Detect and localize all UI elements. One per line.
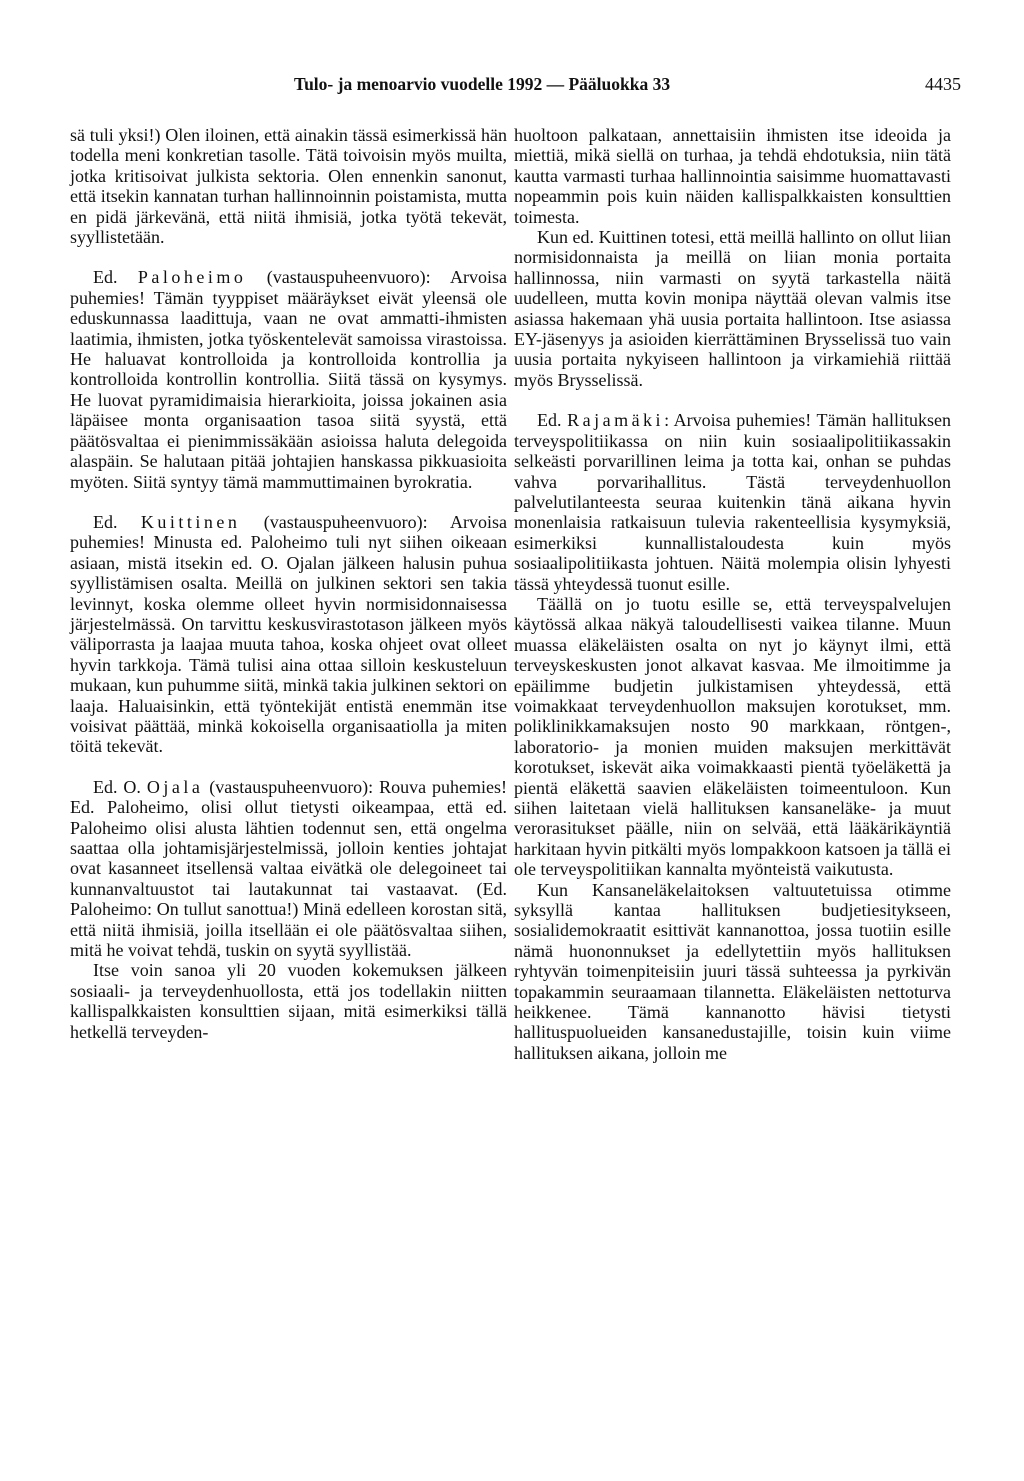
paragraph: Itse voin sanoa yli 20 vuoden kokemuksen jälkeen sosiaali- ja terveydenhuollosta, että jos todellakin niitten kallispalkkaisten konsulttien sijaan, mitä esimerkiksi tällä hetkellä terveyden-: [70, 960, 507, 1042]
speech-text: (vastauspuheenvuoro): Arvoisa puhemies! Tämän tyyppiset määräykset eivät yleensä ole eduskunnassa laadittuja, vaan ne ovat ammatti-ihmisten laatimia, ihmisten, jotka työskentelevät samoissa virastoissa. He haluavat kontrolloida ja kontrolloida kontrollia ja kontrolloida kontrollin kontrollia. Siitä tässä on kysymys. He luovat pyramidimaisia hierarkioita, joissa jokainen asia läpäisee monta organisaation tasoa siitä syystä, että päätösvaltaa ei pienimmissäkään asioissa haluta delegoida alaspäin. Se halutaan pitää johtajien hanskassa pikkuasioita myöten. Siitä syntyy tämä mammuttimainen byrokratia.: [70, 267, 508, 492]
speaker-prefix: Ed. O.: [93, 776, 147, 797]
paragraph: huoltoon palkataan, annettaisiin ihmisten itse ideoida ja miettiä, mikä siellä on turhaa, ja tehdä ehdotuksia, niin tätä kautta varmasti turhaa hallinnointia saisimme huomattavasti nopeammin pois kuin näiden kallispalkkaisten konsulttien toimesta.: [514, 125, 951, 227]
speech-text: (vastauspuheenvuoro): Arvoisa puhemies! Minusta ed. Paloheimo tuli nyt siihen oikeaan asiaan, mistä itsekin ed. O. Ojalan jälkeen halusin puhua syyllistämisen osalta. Meillä on julkinen sektori sen takia levinnyt, koska olemme olleet hyvin normisidonnaisessa järjestelmässä. On tarvittu keskusvirastotason jälkeen myös väliporrasta ja laajaa muuta tahoa, koska ohjeet ovat olleet hyvin tarkkoja. Tämä tulisi aina ottaa silloin keskusteluun mukaan, kun puhumme siitä, minkä takia julkinen sektori on laaja. Haluaisinkin, että työntekijät entistä enemmän itse voisivat päättää, minkä kokoisella organisaatiolla ja miten töitä tekevät.: [70, 511, 508, 757]
page-header: [0, 74, 1024, 98]
speaker-name: Ojala: [146, 776, 204, 797]
paragraph: Kun Kansaneläkelaitoksen valtuutetuissa otimme syksyllä kantaa hallituksen budjetiesitykseen, sosialidemokraatit esittivät kannanottoa, jossa tuotiin esille nämä huononnukset ja edellytettiin myös hallituksen ryhtyvän toimenpiteisiin juuri tässä suhteessa ja pyrkivän topakammin seuraamaan tilannetta. Eläkeläisten nettoturva heikkenee. Tämä kannanotto hävisi tietysti hallituspuolueiden kansanedustajille, toisin kuin viime hallituksen aikana, jolloin me: [514, 879, 951, 1063]
speaker-name: Paloheimo: [137, 267, 247, 288]
page-number: 4435: [925, 74, 961, 94]
paragraph: Kun ed. Kuittinen totesi, että meillä hallinto on ollut liian normisidonnaista ja meillä on liian monia portaita hallinnossa, niin varmasti on syytä tarkastella näitä uudelleen, mutta kovin monipa näyttää olevan valmis itse asiassa hakemaan yhä uusia portaita hallintoon. Itse asiassa EY-jäsenyys ja asioiden kierrättäminen Brysselissä tuo vain uusia portaita nykyiseen hallintoon ja virkamiehiä riittää myös Brysselissä.: [514, 227, 951, 390]
speaker-name: Kuittinen: [140, 511, 241, 532]
speech-paloheimo: [70, 267, 507, 491]
right-column: [514, 125, 951, 1063]
speaker-prefix: Ed.: [537, 410, 568, 431]
left-column: [70, 125, 507, 1042]
speech-text: : Arvoisa puhemies! Tämän hallituksen terveyspolitiikassa on niin kuin sosiaalipolitiikassakin selkeästi porvarillinen leima ja totta kai, onhan se puhdas vahva porvarihallitus. Tästä terveydenhuollon palvelutilanteesta seuraa kuitenkin tänä aikana hyvin monenlaisia ratkaisuun tulevia rakenteellisia kysymyksiä, esimerkiksi kunnallistaloudesta kuin myös sosiaalipolitiikasta johtuen. Näitä molempia olisin lyhyesti tässä yhteydessä tuonut esille.: [514, 410, 951, 594]
speech-kuittinen: [70, 512, 507, 757]
speaker-prefix: Ed.: [93, 511, 141, 532]
speaker-prefix: Ed.: [93, 267, 138, 288]
speech-rajamaki: [514, 410, 951, 594]
paragraph: Täällä on jo tuotu esille se, että terveyspalvelujen käytössä alkaa näkyä taloudellisesti vaikea tilanne. Muun muassa eläkeläisten osalta on nyt jo käynyt ilmi, että terveyskeskusten jonot alkavat kasvaa. Me ilmoitimme ja epäilimme budjetin julkistamisen yhteydessä, että voimakkaat terveydenhuollon maksujen korotukset, mm. poliklinikkamaksujen nosto 90 markkaan, röntgen-, laboratorio- ja monien muiden maksujen merkittävät korotukset, iskevät aika voimakkaasti pientä työeläkettä ja pientä eläkettä saavien eläkeläisten toimeentuloon. Kun siihen laitetaan vielä hallituksen kansaneläke- ja muut verorasitukset päälle, niin on selvää, että lääkärikäyntiä harkitaan hyvin pitkälti myös lompakkoon katsoen ja tällä ei ole terveyspolitiikan kannalta myönteistä vaikutusta.: [514, 593, 951, 880]
speaker-name: Rajamäki: [567, 410, 665, 431]
speech-text: (vastauspuheenvuoro): Rouva puhemies! Ed. Paloheimo, olisi ollut tietysti oikeampaa, että ed. Paloheimo olisi alusta lähtien todennut sen, että ongelma saattaa olla johtamisjärjestelmissä, jolloin kenties johtajat ovat kasanneet itsellensä valtaa eivätkä ole delegoineet tai kunnanvaltuustot tai lautakunnat tai vastaavat. (Ed. Paloheimo: On tullut sanottua!) Minä edelleen korostan sitä, että niitä ihmisiä, joilla itsellään ei ole päätösvaltaa siihen, mitä he voivat tehdä, tuskin on syytä syyllistää.: [70, 776, 507, 961]
running-title: Tulo- ja menoarvio vuodelle 1992 — Pääluokka 33: [294, 74, 671, 94]
speech-ojala: [70, 777, 507, 961]
paragraph: sä tuli yksi!) Olen iloinen, että ainakin tässä esimerkissä hän todella meni konkretian tasolle. Tätä toivoisin myös muilta, jotka kritisoivat julkista sektoria. Olen ennenkin sanonut, että itsekin kannatan turhan hallinnoinnin poistamista, mutta en pidä järkevänä, että niitä ihmisiä, jotka työtä tekevät, syyllistetään.: [70, 125, 507, 248]
